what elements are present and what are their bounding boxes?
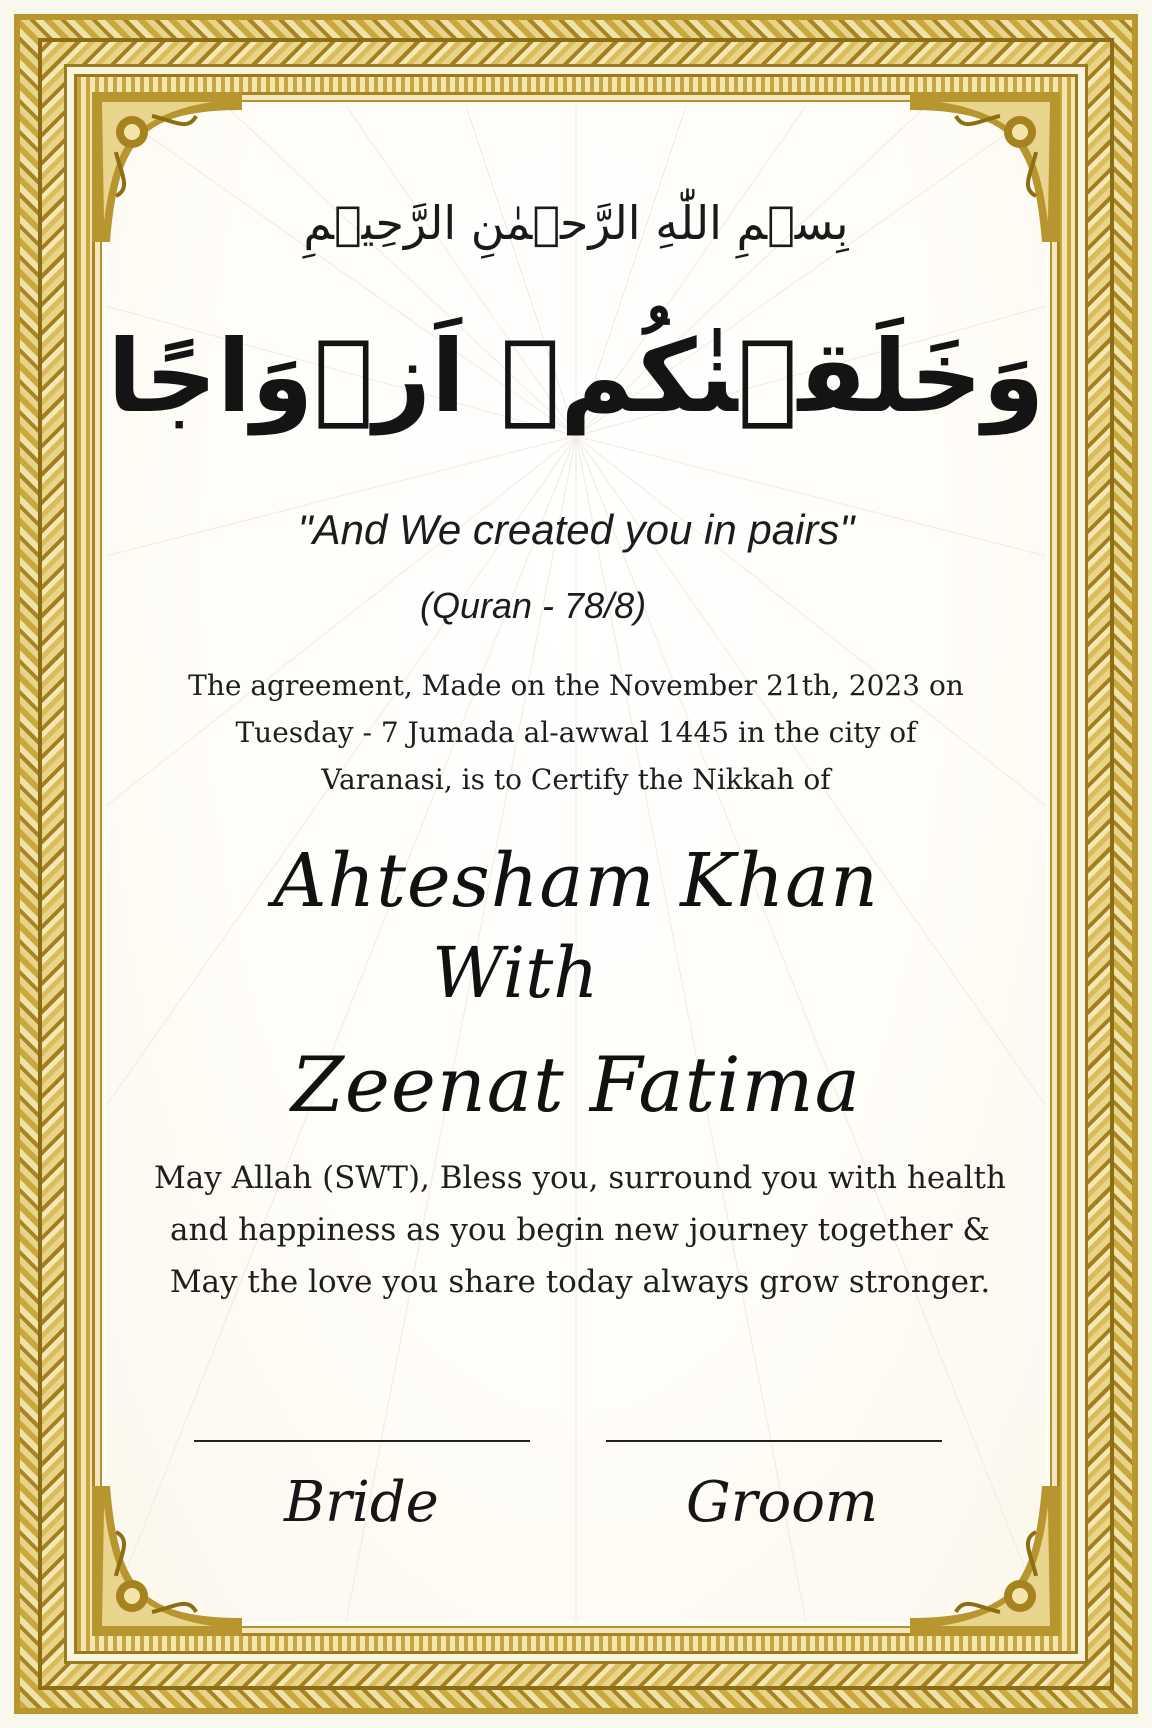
blessing-line: May Allah (SWT), Bless you, surround you with health	[153, 1160, 1006, 1196]
arabic-verse: وَخَلَقۡنٰكُمۡ اَزۡوَاجًا	[107, 318, 1045, 435]
verse-translation: "And We created you in pairs"	[297, 506, 855, 553]
blessing-line: and happiness as you begin new journey together &	[170, 1212, 990, 1248]
connector-word: With	[432, 932, 599, 1014]
agreement-line: The agreement, Made on the November 21th, 2023 on	[188, 669, 964, 702]
bride-signature-line	[194, 1440, 530, 1442]
agreement-text	[146, 662, 1006, 803]
agreement-line: Varanasi, is to Certify the Nikkah of	[321, 763, 831, 796]
groom-signature-label: Groom	[686, 1470, 879, 1535]
bismillah-heading: بِسۡمِ اللّٰهِ الرَّحۡمٰنِ الرَّحِیۡمِ	[303, 196, 849, 250]
blessing-line: May the love you share today always grow stronger.	[169, 1264, 991, 1300]
groom-name: Ahtesham Khan	[273, 838, 879, 924]
bride-signature-label: Bride	[284, 1470, 439, 1535]
agreement-line: Tuesday - 7 Jumada al-awwal 1445 in the city of	[235, 716, 917, 749]
verse-reference: (Quran - 78/8)	[420, 585, 647, 626]
groom-signature-line	[606, 1440, 942, 1442]
blessing-text	[120, 1152, 1040, 1308]
bride-name: Zeenat Fatima	[291, 1040, 861, 1129]
